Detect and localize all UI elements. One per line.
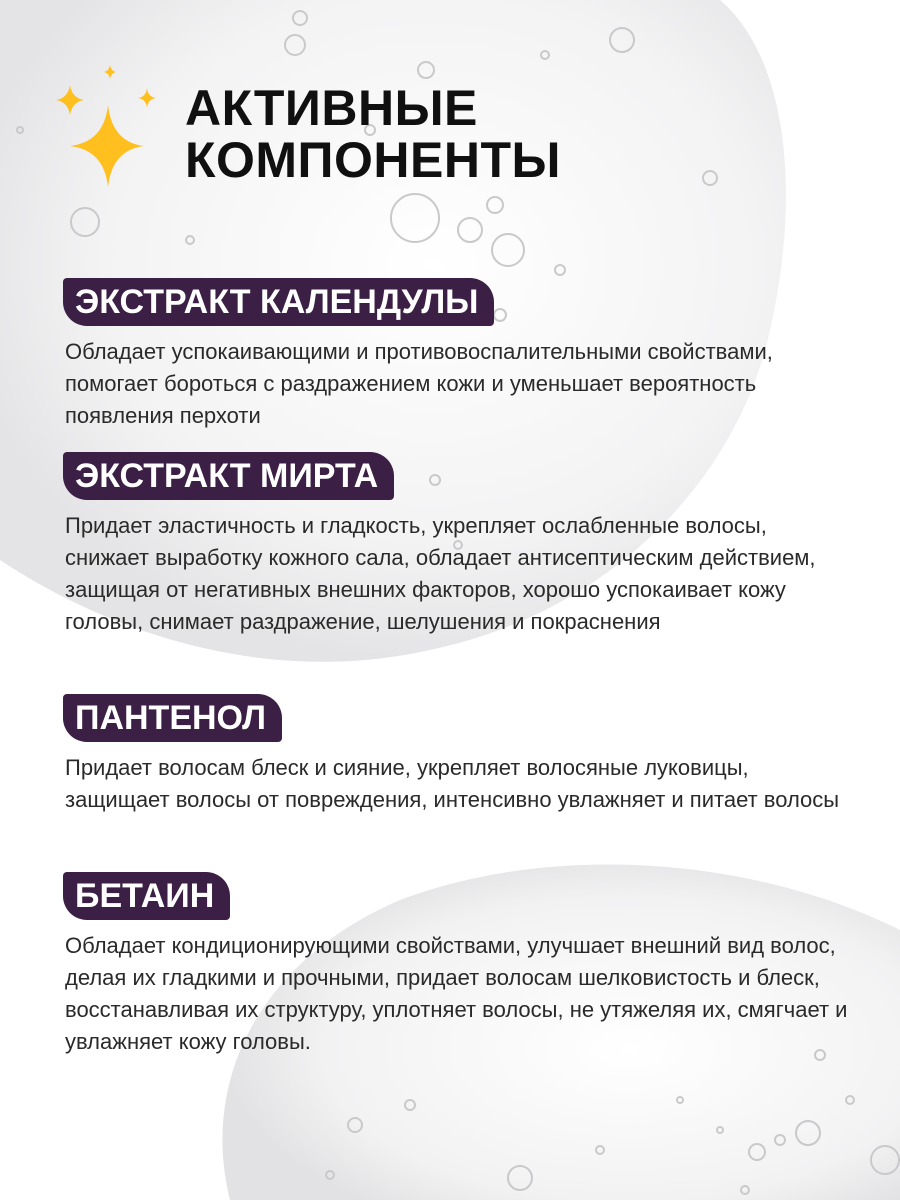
page-title-line-1: АКТИВНЫЕ <box>185 80 478 136</box>
component-myrtle <box>65 452 860 638</box>
component-calendula <box>65 278 860 432</box>
component-description: Обладает кондиционирующими свойствами, улучшает внешний вид волос, делая их гладкими и прочными, придает волосам шелковистость и блеск, восстанавливая их структуру, уплотняет волосы, не утяжеляя их, смягчает и увлажняет кожу головы. <box>65 933 848 1054</box>
component-description: Обладает успокаивающими и противовоспалительными свойствами, помогает бороться с раздражением кожи и уменьшает вероятность появления перхоти <box>65 339 773 428</box>
component-badge: ПАНТЕНОЛ <box>63 694 282 742</box>
page-title-line-2: КОМПОНЕНТЫ <box>185 132 561 188</box>
component-badge: БЕТАИН <box>63 872 230 920</box>
component-badge: ЭКСТРАКТ МИРТА <box>63 452 394 500</box>
sparkles-icon <box>50 60 165 190</box>
component-betaine <box>65 872 860 1058</box>
page-title <box>185 82 561 186</box>
component-badge: ЭКСТРАКТ КАЛЕНДУЛЫ <box>63 278 494 326</box>
component-description: Придает волосам блеск и сияние, укрепляет волосяные луковицы, защищает волосы от повреждения, интенсивно увлажняет и питает волосы <box>65 755 840 812</box>
component-description: Придает эластичность и гладкость, укрепляет ослабленные волосы, снижает выработку кожного сала, обладает антисептическим действием, защищая от негативных внешних факторов, хорошо успокаивает кожу головы, снимает раздражение, шелушения и покраснения <box>65 513 816 634</box>
component-panthenol <box>65 694 860 816</box>
